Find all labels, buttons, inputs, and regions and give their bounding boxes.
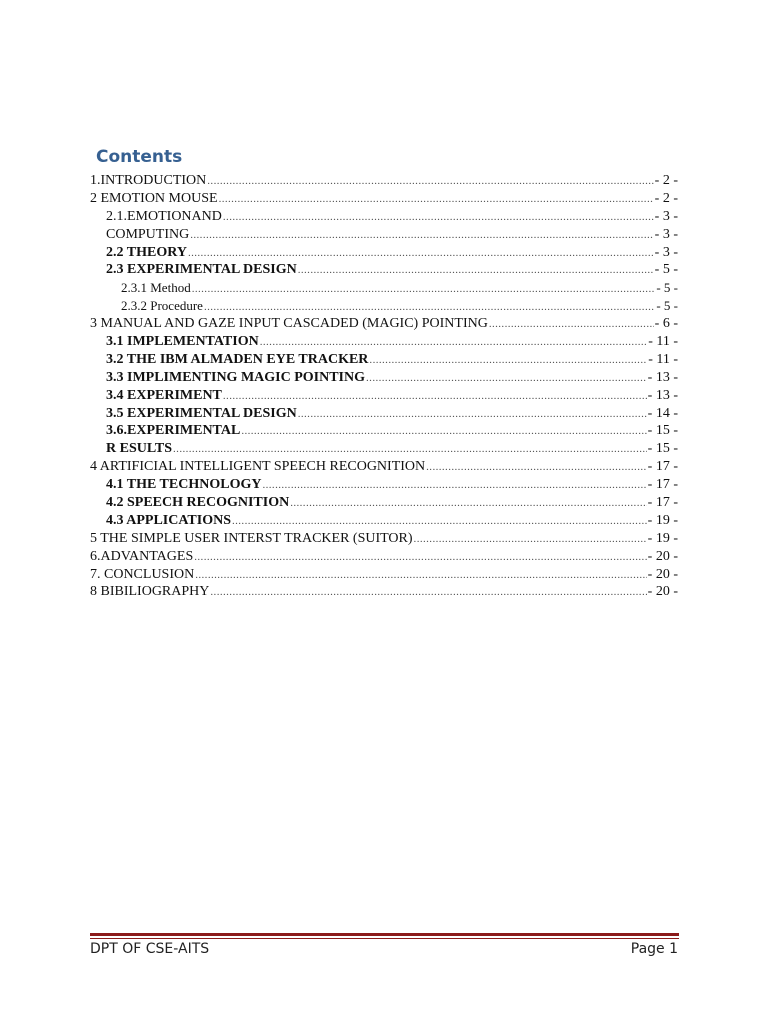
toc-entry-page: - 15 -	[647, 423, 678, 439]
toc-entry-title: 8 BIBILIOGRAPHY	[90, 584, 210, 600]
toc-entry-title: 3 MANUAL AND GAZE INPUT CASCADED (MAGIC) POINTING	[90, 316, 488, 332]
toc-entry-page: - 5 -	[654, 262, 678, 278]
toc-dot-leader	[369, 352, 647, 370]
toc-entry-title: 3.1 IMPLEMENTATION	[106, 334, 259, 350]
toc-entry-page: - 3 -	[654, 226, 678, 242]
footer-rule	[90, 933, 679, 936]
toc-entry-title: 4.3 APPLICATIONS	[106, 512, 231, 528]
toc-entry[interactable]	[90, 440, 678, 458]
toc-entry-title: 4.2 SPEECH RECOGNITION	[106, 495, 290, 511]
toc-entry[interactable]	[90, 333, 678, 351]
toc-entry-title: 2.3 EXPERIMENTAL DESIGN	[106, 262, 297, 278]
toc-dot-leader	[190, 227, 653, 245]
toc-dot-leader	[232, 513, 647, 531]
toc-entry-title: 2.2 THEORY	[106, 244, 187, 260]
toc-entry[interactable]	[90, 566, 678, 584]
toc-entry[interactable]	[90, 190, 678, 208]
toc-dot-leader	[188, 245, 654, 263]
toc-entry-page: - 17 -	[647, 495, 678, 511]
toc-dot-leader	[489, 316, 654, 334]
toc-entry-title: R ESULTS	[106, 441, 173, 457]
toc-entry[interactable]	[90, 261, 678, 279]
toc-entry-page: - 11 -	[648, 334, 678, 350]
toc-dot-leader	[290, 495, 646, 513]
toc-dot-leader	[207, 173, 653, 191]
toc-entry[interactable]	[90, 369, 678, 387]
toc-entry-page: - 14 -	[647, 405, 678, 421]
toc-entry-page: - 17 -	[647, 459, 678, 475]
contents-heading: Contents	[96, 147, 183, 167]
toc-dot-leader	[223, 209, 654, 227]
toc-entry-title: 2 EMOTION MOUSE	[90, 190, 218, 206]
toc-dot-leader	[223, 388, 647, 406]
toc-entry-title: 3.2 THE IBM ALMADEN EYE TRACKER	[106, 351, 369, 367]
toc-entry[interactable]	[90, 315, 678, 333]
toc-dot-leader	[414, 531, 647, 549]
toc-entry[interactable]	[90, 387, 678, 405]
footer-rule-thin	[90, 938, 679, 939]
toc-dot-leader	[298, 406, 647, 424]
toc-entry[interactable]	[90, 244, 678, 262]
toc-entry-title: COMPUTING	[106, 226, 190, 242]
toc-entry-title: 3.4 EXPERIMENT	[106, 387, 222, 403]
toc-entry-page: - 20 -	[647, 584, 678, 600]
toc-entry-title: 4 ARTIFICIAL INTELLIGENT SPEECH RECOGNITION	[90, 459, 426, 475]
toc-entry-title: 2.3.1 Method	[121, 280, 191, 296]
toc-entry[interactable]	[90, 405, 678, 423]
toc-entry-page: - 20 -	[647, 566, 678, 582]
toc-entry-title: 3.5 EXPERIMENTAL DESIGN	[106, 405, 297, 421]
toc-entry-page: - 5 -	[656, 298, 678, 314]
toc-entry-page: - 11 -	[648, 351, 678, 367]
toc-entry[interactable]	[90, 226, 678, 244]
toc-entry-page: - 19 -	[647, 530, 678, 546]
toc-entry-title: 3.6.EXPERIMENTAL	[106, 423, 241, 439]
toc-entry-page: - 5 -	[656, 280, 678, 296]
toc-dot-leader	[366, 370, 647, 388]
toc-entry-page: - 6 -	[654, 316, 678, 332]
footer-department: DPT OF CSE-AITS	[90, 941, 210, 957]
toc-dot-leader	[173, 441, 647, 459]
toc-entry-title: 4.1 THE TECHNOLOGY	[106, 477, 262, 493]
toc-entry-title: 7. CONCLUSION	[90, 566, 195, 582]
toc-entry-page: - 13 -	[647, 369, 678, 385]
toc-entry-page: - 15 -	[647, 441, 678, 457]
toc-entry[interactable]	[90, 530, 678, 548]
toc-entry-title: 6.ADVANTAGES	[90, 548, 194, 564]
toc-entry[interactable]	[90, 208, 678, 226]
toc-entry[interactable]	[90, 279, 678, 297]
toc-entry[interactable]	[90, 548, 678, 566]
toc-entry-title: 2.1.EMOTIONAND	[106, 208, 222, 224]
toc-entry[interactable]	[90, 172, 678, 190]
toc-entry-page: - 2 -	[654, 173, 678, 188]
table-of-contents	[90, 172, 678, 601]
toc-entry-page: - 19 -	[647, 512, 678, 528]
toc-entry-page: - 3 -	[654, 244, 678, 260]
toc-entry-page: - 20 -	[647, 548, 678, 564]
toc-entry-title: 2.3.2 Procedure	[121, 298, 203, 314]
toc-dot-leader	[426, 459, 647, 477]
toc-entry[interactable]	[90, 422, 678, 440]
toc-entry-page: - 17 -	[647, 477, 678, 493]
toc-entry-title: 3.3 IMPLIMENTING MAGIC POINTING	[106, 369, 366, 385]
toc-dot-leader	[192, 281, 656, 299]
toc-entry-page: - 3 -	[654, 208, 678, 224]
toc-entry-page: - 2 -	[654, 190, 678, 206]
toc-entry[interactable]	[90, 583, 678, 601]
toc-dot-leader	[194, 549, 646, 567]
toc-entry[interactable]	[90, 351, 678, 369]
toc-dot-leader	[195, 567, 646, 585]
toc-entry-page: - 13 -	[647, 387, 678, 403]
footer-page-number: Page 1	[630, 941, 678, 957]
toc-dot-leader	[298, 262, 654, 280]
toc-dot-leader	[241, 423, 646, 441]
toc-entry[interactable]	[90, 458, 678, 476]
toc-dot-leader	[219, 191, 654, 209]
toc-entry[interactable]	[90, 512, 678, 530]
toc-dot-leader	[260, 334, 647, 352]
toc-entry-title: 5 THE SIMPLE USER INTERST TRACKER (SUITOR)	[90, 530, 413, 546]
toc-dot-leader	[262, 477, 646, 495]
toc-entry-title: 1.INTRODUCTION	[90, 173, 207, 188]
toc-entry[interactable]	[90, 494, 678, 512]
toc-dot-leader	[210, 584, 646, 602]
toc-entry[interactable]	[90, 297, 678, 315]
toc-entry[interactable]	[90, 476, 678, 494]
